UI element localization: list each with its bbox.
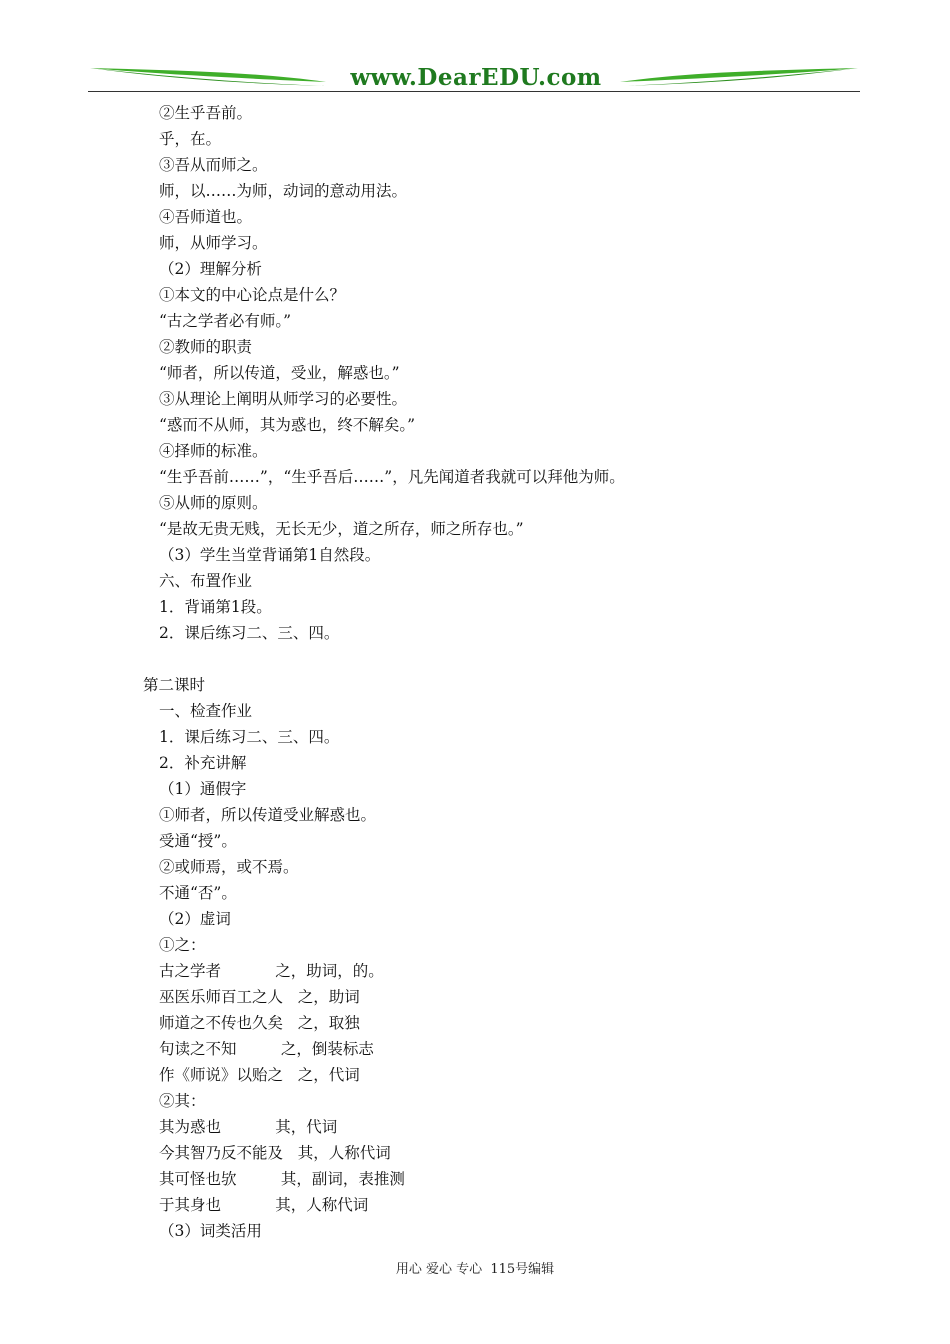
text-line: 古之学者 之，助词，的。 xyxy=(159,962,384,980)
text-line: “惑而不从师，其为惑也，终不解矣。” xyxy=(159,416,416,434)
text-line: 受通“授”。 xyxy=(159,832,237,850)
text-line: ②或师焉，或不焉。 xyxy=(159,858,299,876)
text-line: ③从理论上阐明从师学习的必要性。 xyxy=(159,390,408,408)
text-line: 师道之不传也久矣 之，取独 xyxy=(159,1014,360,1032)
text-line: 不通“否”。 xyxy=(159,884,237,902)
text-line: “是故无贵无贱，无长无少，道之所存，师之所存也。” xyxy=(159,520,524,538)
text-line: ②教师的职责 xyxy=(159,338,253,356)
text-line: 作《师说》以贻之 之，代词 xyxy=(159,1066,360,1084)
text-line: 师，以……为师，动词的意动用法。 xyxy=(159,182,408,200)
text-line: （3）学生当堂背诵第1自然段。 xyxy=(159,546,381,564)
text-line: ②生乎吾前。 xyxy=(159,104,253,122)
text-line: ④吾师道也。 xyxy=(159,208,253,226)
text-line: 一、检查作业 xyxy=(159,702,253,720)
text-line: 1．课后练习二、三、四。 xyxy=(159,728,340,746)
text-line: 六、布置作业 xyxy=(159,572,253,590)
text-line: 2．补充讲解 xyxy=(159,754,247,772)
header-divider xyxy=(88,91,860,92)
text-line: （2）理解分析 xyxy=(159,260,262,278)
text-line: （1）通假字 xyxy=(159,780,247,798)
text-line: 2．课后练习二、三、四。 xyxy=(159,624,340,642)
text-line: ①之： xyxy=(159,936,206,954)
text-line: ⑤从师的原则。 xyxy=(159,494,268,512)
text-line: “师者，所以传道，受业，解惑也。” xyxy=(159,364,400,382)
text-line: ②其： xyxy=(159,1092,206,1110)
text-line: 其为惑也 其，代词 xyxy=(159,1118,338,1136)
text-line: 于其身也 其，人称代词 xyxy=(159,1196,369,1214)
text-line: 句读之不知 之，倒装标志 xyxy=(159,1040,374,1058)
page-footer: 用心 爱心 专心 115号编辑 xyxy=(395,1262,555,1277)
text-line: ①本文的中心论点是什么？ xyxy=(159,286,346,304)
text-line: 巫医乐师百工之人 之，助词 xyxy=(159,988,360,1006)
text-line: ①师者，所以传道受业解惑也。 xyxy=(159,806,377,824)
text-line: “古之学者必有师。” xyxy=(159,312,292,330)
page-header xyxy=(88,62,860,96)
site-logo-text[interactable]: www.DearEDU.com xyxy=(350,64,602,91)
text-line: 第二课时 xyxy=(143,676,206,694)
text-line: 今其智乃反不能及 其，人称代词 xyxy=(159,1144,391,1162)
text-line: 1．背诵第1段。 xyxy=(159,598,272,616)
text-line: 其可怪也欤 其，副词，表推测 xyxy=(159,1170,405,1188)
text-line: “生乎吾前……”，“生乎吾后……”，凡先闻道者我就可以拜他为师。 xyxy=(159,468,625,486)
text-line: （2）虚词 xyxy=(159,910,231,928)
text-line: ④择师的标准。 xyxy=(159,442,268,460)
text-line: ③吾从而师之。 xyxy=(159,156,268,174)
text-line: （3）词类活用 xyxy=(159,1222,262,1240)
text-line: 师，从师学习。 xyxy=(159,234,268,252)
text-line: 乎，在。 xyxy=(159,130,222,148)
